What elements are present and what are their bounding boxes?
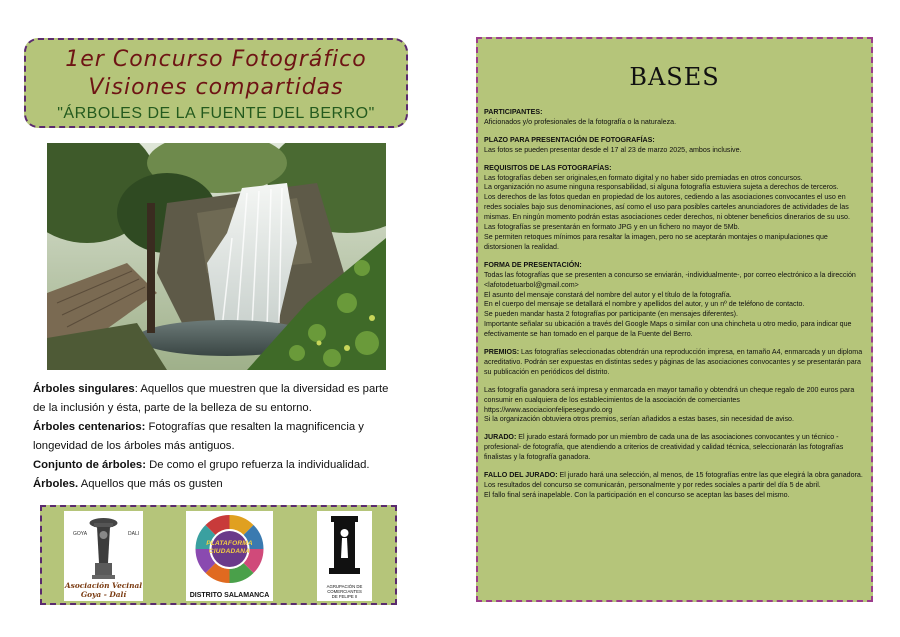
section-requisitos: REQUISITOS DE LAS FOTOGRAFÍAS: Las fotografías deben ser originales,en formato digital y no haber sido premiadas en otros concursos. La organización no asume ninguna responsabilidad, si alguna fotografía estuviera sujeta a derechos de terceros. Los derechos de las fotos quedan en propiedad de los autores, cediendo a las asociaciones convocantes el uso en redes sociales bajo sus denominaciones, así como el uso para posibles carteles anunciadores de actividades de las mismas. En ningún momento podrán estas asociaciones ceder derechos, ni obtener beneficios dinerarios de su uso. Las fotografías se presentarán en formato JPG y en un fichero no mayor de 5Mb. Se permiten retoques mínimos para resaltar la imagen, pero no se aceptarán montajes o manipulaciones que distorsionen la realidad. (484, 163, 850, 251)
contest-subtitle: Visiones compartidas (88, 75, 344, 100)
logo-plataforma-ciudadana: PLATAFORMA CIUDADANA DISTRITO SALAMANCA (186, 511, 273, 601)
section-jurado: JURADO: El jurado estará formado por un miembro de cada una de las asociaciones convocantes y un técnico -profesional- de fotografía, que atendiendo a criterios de creatividad y calidad técnica, seleccionarán las fotografías finalistas y la fotografía ganadora. (484, 433, 844, 462)
sponsor-logo-bar (40, 505, 397, 605)
plataforma-ring-text: PLATAFORMA CIUDADANA (206, 540, 253, 555)
column-figure-icon (317, 513, 372, 577)
category-item: Árboles centenarios: Fotografías que resalten la magnificencia y longevidad de los árboles más antiguos. (33, 421, 364, 452)
section-premio-ganador: Las fotografía ganadora será impresa y enmarcada en mayor tamaño y obtendrá un cheque regalo de 200 euros para consumir en cualquiera de los establecimientos de la asociación de comerciantes https://www.asociacionfelipesegundo.org Si la organización obtuviera otros premios, serían añadidos a estas bases, sin necesidad de aviso. (484, 385, 855, 424)
categories-text (33, 380, 403, 494)
title-box (24, 38, 408, 128)
bases-panel (476, 37, 873, 602)
logo-comerciantes-felipe-ii: AGRUPACIÓN DE COMERCIANTES DE FELIPE II (317, 511, 372, 601)
bases-title: BASES (629, 63, 720, 91)
category-item: Árboles. Aquellos que más os gusten (33, 478, 223, 490)
section-forma-presentacion: FORMA DE PRESENTACIÓN: Todas las fotografías que se presenten a concurso se enviarán, -individualmente-, por correo electrónico a la dirección <lafotodetuarbol@gmail.com> El asunto del mensaje constará del nombre del autor y el título de la fotografía. En el cuerpo del mensaje se detallará el nombre y apellidos del autor, y un nº de teléfono de contacto. Se pueden mandar hasta 2 fotografías por participante (en mensajes diferentes). Importante señalar su ubicación a través del Google Maps o similar con una chincheta u otro medio, para indicar que efectivamente se han tomado en el parque de la Fuente del Berro. (484, 260, 856, 339)
statue-icon (64, 513, 143, 583)
contest-theme: "ÁRBOLES DE LA FUENTE DEL BERRO" (57, 105, 375, 122)
section-plazo: PLAZO PARA PRESENTACIÓN DE FOTOGRAFÍAS: Las fotos se pueden presentar desde el 17 al 23 de marzo 2025, ambos inclusive. (484, 135, 742, 154)
logo-goya-dali: GOYA DALI Asociación Vecinal Goya - Dalí (64, 511, 143, 601)
section-fallo: FALLO DEL JURADO: El jurado hará una selección, al menos, de 15 fotografías entre las que elegirá la obra ganadora. Los resultados del concurso se comunicarán, personalmente y por redes sociales a partir del día 5 de abril. El fallo final será inapelable. Con la participación en el concurso se aceptan las bases del mismo. (484, 471, 863, 499)
category-item: Árboles singulares: Aquellos que muestren que la diversidad es parte de la inclusión y ésta, parte de la belleza de su entorno. (33, 383, 389, 414)
contest-title: 1er Concurso Fotográfico (65, 47, 367, 72)
section-participantes: PARTICIPANTES: Aficionados y/o profesionales de la fotografía o la naturaleza. (484, 108, 677, 126)
category-item: Conjunto de árboles: De como el grupo refuerza la individualidad. (33, 459, 370, 471)
waterfall-photo (47, 143, 386, 370)
section-premios: PREMIOS: Las fotografías seleccionadas obtendrán una reproducción impresa, en tamaño A4, enmarcada y un diploma acreditativo. Podrán ser expuestas en distintas sedes y páginas de las asociaciones convocantes y se presentarán para su publicación en periódicos del distrito. (484, 348, 863, 376)
